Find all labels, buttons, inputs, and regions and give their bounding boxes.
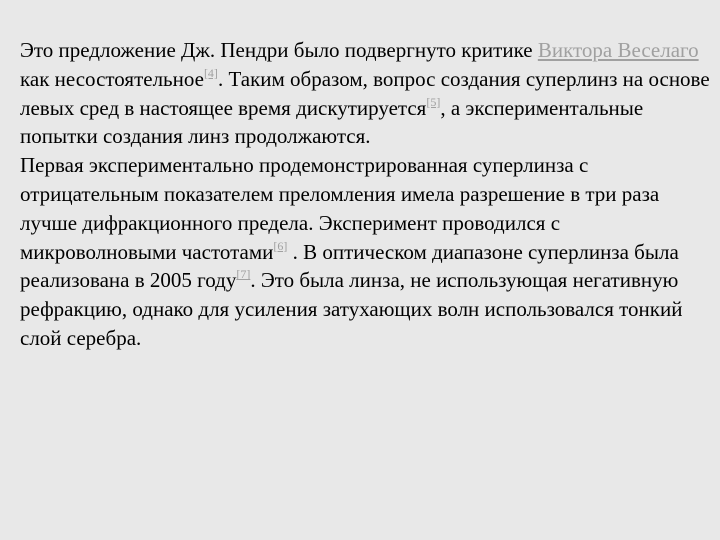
- footnote-ref-4[interactable]: [4]: [203, 65, 218, 80]
- footnote-ref-7[interactable]: [7]: [236, 267, 251, 282]
- link-viktor-veselago[interactable]: Виктора Веселаго: [537, 38, 699, 62]
- paragraph-1: [20, 36, 710, 151]
- paragraph-1-text-1: Это предложение Дж. Пендри было подвергнуто критике: [20, 38, 538, 62]
- paragraph-2-text-2: . В оптическом диапазоне суперлинза была реализована в 2005 году: [20, 239, 679, 293]
- paragraph-2-text-3: . Это была линза, не использующая негативную рефракцию, однако для усиления затухающих волн использовался тонкий слой серебра.: [20, 268, 683, 350]
- footnote-ref-6[interactable]: [6]: [273, 238, 288, 253]
- paragraph-1-text-2: как несостоятельное: [20, 66, 204, 91]
- paragraph-2-text-1: Первая экспериментально продемонстрированная суперлинза с отрицательным показателем преломления имела разрешение в три раза лучше дифракционного предела. Эксперимент проводился с микроволновыми частотами: [20, 153, 660, 264]
- paragraph-2: [20, 151, 710, 353]
- paragraph-1-text-3: . Таким образом, вопрос создания суперлинз на основе левых сред в настоящее время дискутируется: [20, 66, 710, 120]
- paragraph-1-text-4: , а экспериментальные попытки создания линз продолжаются.: [20, 95, 644, 149]
- footnote-ref-5[interactable]: [5]: [426, 94, 441, 109]
- text-block: [20, 36, 710, 353]
